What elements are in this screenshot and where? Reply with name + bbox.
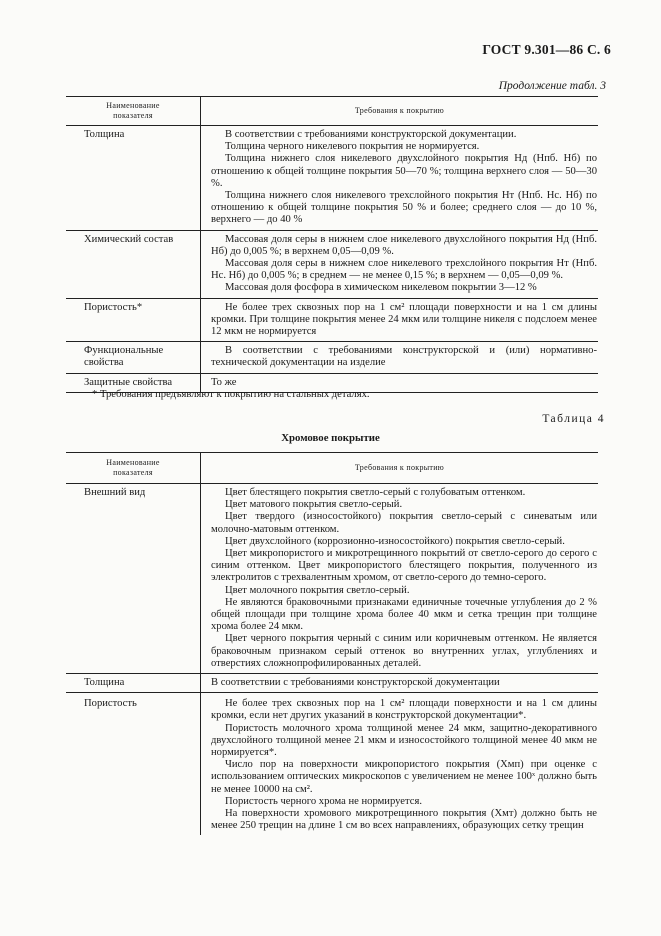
table-row — [66, 298, 598, 342]
col-header-name — [66, 97, 201, 126]
requirement-text: Цвет двухслойного (коррозионно-износостойкого) покрытия светло-серый. — [225, 535, 565, 547]
requirement-text: Цвет блестящего покрытия светло-серый с голубоватым оттенком. — [225, 487, 526, 498]
requirement-text: Толщина нижнего слоя никелевого двухслойного покрытия Нд (Нпб. Нб) по отношению к общей толщине покрытия 50—70 %; толщина верхнего слоя — 50—30 %. — [211, 153, 597, 189]
table-row — [66, 230, 598, 298]
requirement-text: Толщина нижнего слоя никелевого трехслойного покрытия Нт (Нпб. Нс. Нб) по отношению к общей толщине покрытия 50 % и более; среднего слоя — до 10 %, верхнего — до 40 % — [211, 190, 597, 226]
requirement-text: Цвет твердого (износостойкого) покрытия светло-серый с синеватым или молочно-матовым оттенком. — [211, 511, 597, 535]
requirement-text: В соответствии с требованиями конструкторской документации — [211, 677, 500, 689]
row-name: Химический состав — [84, 233, 174, 245]
requirement-text: На поверхности хромового микротрещинного покрытия (Xмт) должно быть не менее 250 трещин на длине 1 см во всех направлениях, образующих сетку трещин — [211, 808, 597, 832]
col-header-requirements: Требования к покрытию — [201, 453, 599, 484]
col-header-name-line1: Наименование — [106, 458, 160, 467]
row-name: Толщина — [84, 129, 125, 140]
requirement-text: Цвет черного покрытия черный с синим или коричневым оттенком. Не является браковочным признаком серый оттенок во внутренних углах, углублениях и отверстиях сложнопрофилированных деталей. — [211, 633, 597, 669]
row-name: Толщина — [84, 677, 125, 689]
table-number: Таблица 4 — [542, 413, 605, 425]
requirement-text: Число пор на поверхности микропористого покрытия (Xмп) при оценке с использованием оптических микроскопов с увеличением не менее 100ˣ должно быть не менее 10000 на см². — [211, 759, 597, 795]
footnote: * Требования предъявляют к покрытию на стальных деталях. — [92, 389, 370, 400]
table-row — [66, 126, 598, 231]
requirement-text: Цвет матового покрытия светло-серый. — [225, 499, 403, 511]
requirement-text: Толщина черного никелевого покрытия не нормируется. — [225, 141, 480, 153]
requirement-text: Не более трех сквозных пор на 1 см² площади поверхности и на 1 см длины кромки. При толщине покрытия менее 24 мкм или толщине никеля с подслоем менее 12 мкм не нормируется — [211, 301, 597, 338]
requirement-text: В соответствии с требованиями конструкторской документации. — [225, 129, 517, 140]
col-header-name-line2: показателя — [113, 468, 153, 477]
table-4 — [66, 452, 598, 835]
table-row — [66, 484, 598, 674]
requirement-text: Пористость черного хрома не нормируется. — [225, 795, 422, 807]
requirement-text: Массовая доля серы в нижнем слое никелевого трехслойного покрытия Нт (Нпб. Нс. Нб) до 0,005 %; в среднем — не менее 0,15 %; в верхнем — 0,05—0,09 %. — [211, 258, 597, 282]
table-header-row — [66, 453, 598, 484]
requirement-text: Цвет микропористого и микротрещинного покрытий от светло-серого до серого с синим оттенком. Цвет микропористого блестящего покрытия, полученного из электролитов с трехвалентным хромом, от светло-серого до темно-серого. — [211, 548, 597, 584]
requirement-text: Цвет молочного покрытия светло-серый. — [225, 584, 410, 596]
requirement-text: Не являются браковочными признаками единичные точечные углубления до 2 % общей площади при толщине хрома более 40 мкм и сетка трещин при толщине хрома более 24 мкм. — [211, 596, 597, 633]
requirement-text: Пористость молочного хрома толщиной менее 24 мкм, защитно-декоративного двухслойного толщиной менее 21 мкм и износостойкого толщиной менее 40 мкм не нормируется*. — [211, 722, 597, 759]
row-name: Функциональные свойства — [84, 345, 164, 369]
row-name: Пористость — [84, 698, 137, 710]
table-row — [66, 693, 598, 836]
requirement-text: В соответствии с требованиями конструкторской и (или) нормативно-технической документации на изделие — [211, 345, 597, 369]
table-continuation-label: Продолжение табл. 3 — [498, 80, 606, 92]
table-title: Хромовое покрытие — [281, 432, 380, 444]
requirement-text: Не более трех сквозных пор на 1 см² площади поверхности и на 1 см длины кромки, если нет других указаний в конструкторской документации*. — [211, 698, 597, 722]
table-3 — [66, 96, 598, 393]
page-header: ГОСТ 9.301—86 С. 6 — [482, 42, 611, 57]
table-header-row — [66, 97, 598, 126]
col-header-name — [66, 453, 201, 484]
requirement-text: То же — [211, 376, 237, 388]
row-name: Внешний вид — [84, 487, 146, 498]
requirement-text: Массовая доля фосфора в химическом никелевом покрытии 3—12 % — [225, 282, 537, 294]
table-row — [66, 342, 598, 373]
col-header-name-line1: Наименование — [106, 101, 160, 110]
col-header-name-line2: показателя — [113, 111, 153, 120]
requirement-text: Массовая доля серы в нижнем слое никелевого двухслойного покрытия Нд (Нпб. Нб) до 0,005 %; в верхнем 0,05—0,09 %. — [211, 233, 597, 257]
table-row — [66, 674, 598, 693]
col-header-requirements: Требования к покрытию — [201, 97, 599, 126]
row-name: Пористость* — [84, 301, 143, 313]
row-name: Защитные свойства — [84, 376, 173, 388]
